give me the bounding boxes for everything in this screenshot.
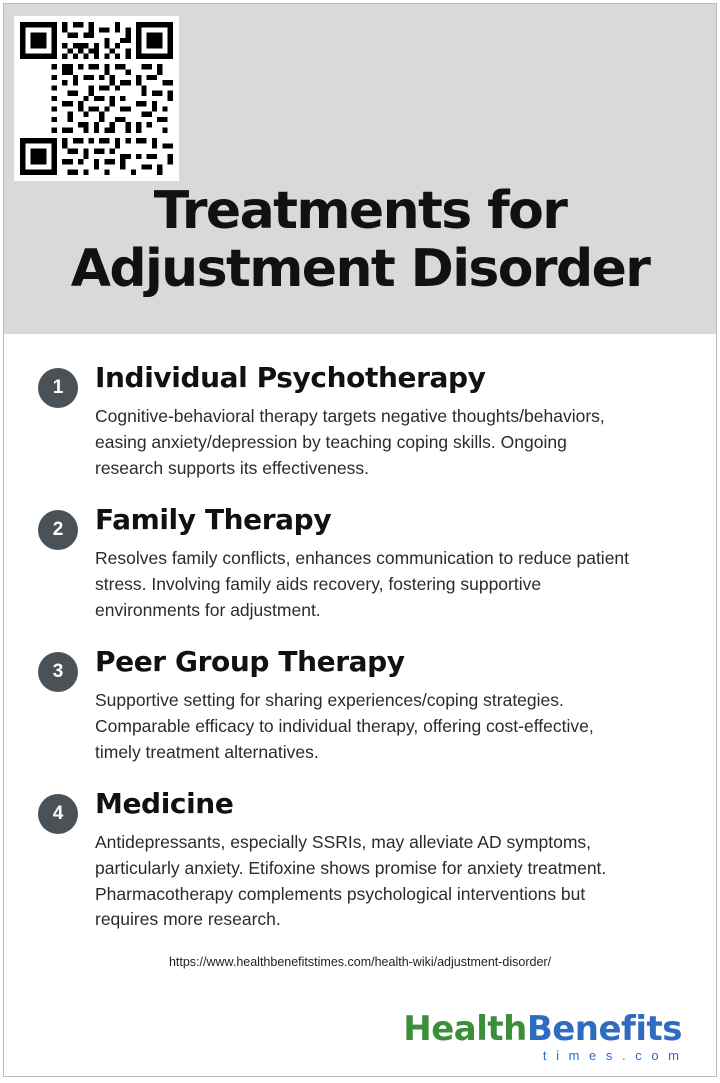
- logo-health-text: Health: [403, 1009, 527, 1049]
- qr-code-graphic: [20, 22, 173, 175]
- item-description: Resolves family conflicts, enhances communication to reduce patient stress. Involving family aids recovery, fostering supportive environments for adjustment.: [95, 548, 630, 620]
- item-body: [95, 646, 682, 766]
- list-item: [38, 362, 682, 482]
- logo-wordmark: [403, 1009, 682, 1049]
- item-title: Peer Group Therapy: [95, 644, 405, 678]
- item-body: [95, 504, 682, 624]
- item-title: Individual Psychotherapy: [95, 361, 486, 394]
- title-line-2: Adjustment Disorder: [70, 239, 650, 300]
- logo-benefits-text: Benefits: [526, 1009, 682, 1049]
- logo-subtext: t i m e s . c o m: [542, 1048, 682, 1063]
- item-body: [95, 788, 682, 934]
- list-item: [38, 646, 682, 766]
- source-url[interactable]: https://www.healthbenefitstimes.com/health-wiki/adjustment-disorder/: [168, 955, 552, 970]
- item-number-badge: 3: [38, 652, 78, 692]
- item-body: [95, 362, 682, 482]
- item-title: Medicine: [95, 786, 234, 820]
- list-item: [38, 504, 682, 624]
- item-number-badge: 4: [38, 794, 78, 834]
- page-title: [4, 182, 716, 298]
- item-description: Antidepressants, especially SSRIs, may alleviate AD symptoms, particularly anxiety. Etifoxine shows promise for anxiety treatment. Pharmacotherapy complements psychological interventions but requires more research.: [95, 831, 607, 930]
- item-description: Cognitive-behavioral therapy targets negative thoughts/behaviors, easing anxiety/depression by teaching coping skills. Ongoing research supports its effectiveness.: [95, 406, 605, 478]
- poster: [3, 3, 717, 1077]
- site-logo[interactable]: [403, 1009, 682, 1063]
- item-number-badge: 2: [38, 510, 78, 550]
- list-item: [38, 788, 682, 934]
- qr-code-icon[interactable]: [14, 16, 179, 181]
- item-description: Supportive setting for sharing experiences/coping strategies. Comparable efficacy to individual therapy, offering cost-effective, timely treatment alternatives.: [95, 689, 594, 762]
- title-line-1: Treatments for: [153, 181, 567, 241]
- item-number-badge: 1: [38, 368, 78, 408]
- treatment-list: [4, 334, 716, 969]
- poster-header: [4, 4, 716, 334]
- item-title: Family Therapy: [95, 502, 332, 536]
